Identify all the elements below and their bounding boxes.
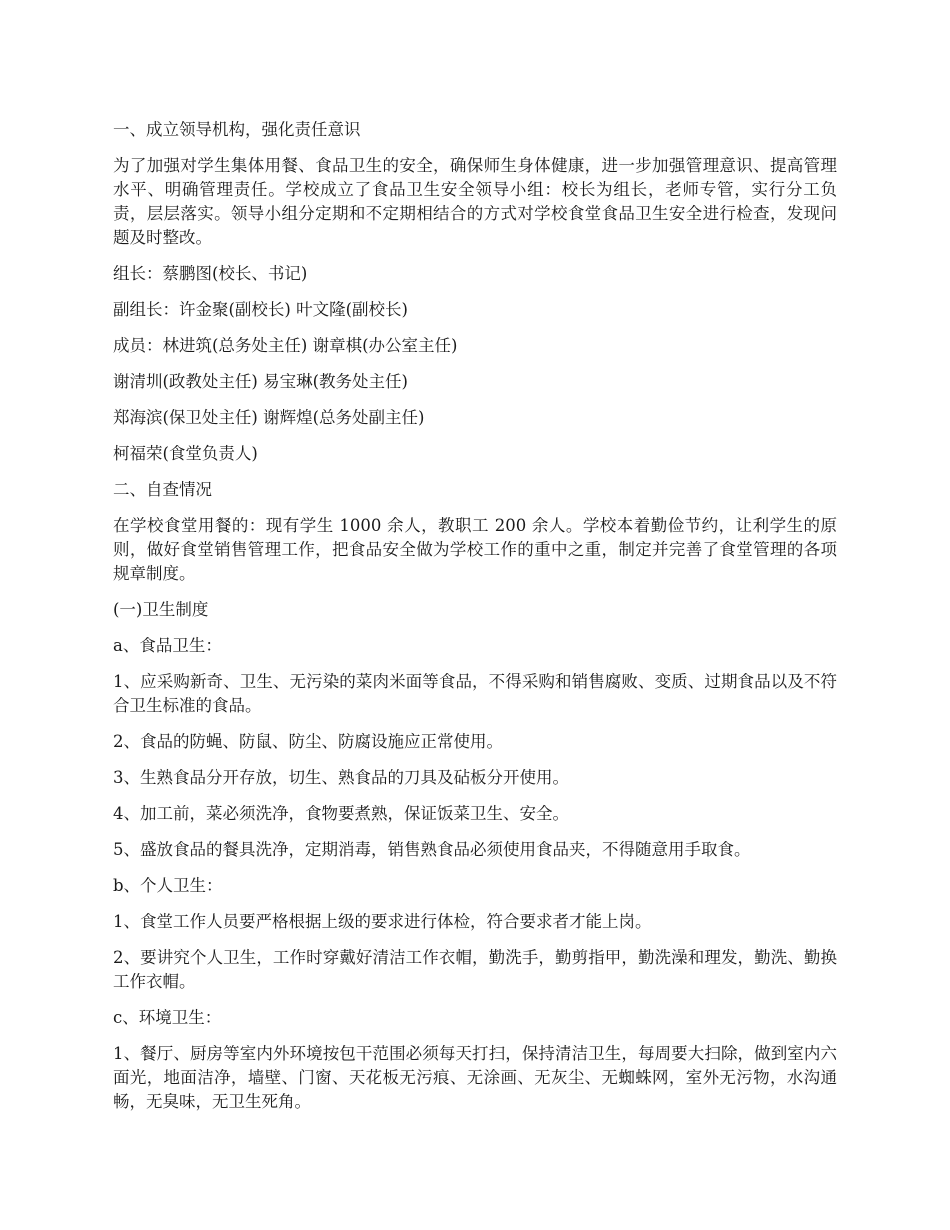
members-line: 成员：林进筑(总务处主任) 谢章棋(办公室主任) xyxy=(113,336,458,355)
members-line-4: 柯福荣(食堂负责人) xyxy=(113,444,258,463)
document-page xyxy=(113,118,837,1126)
food-hygiene-heading: a、食品卫生： xyxy=(113,636,222,655)
subsection-heading: (一)卫生制度 xyxy=(113,600,209,619)
members-line-2: 谢清圳(政教处主任) 易宝琳(教务处主任) xyxy=(113,372,408,391)
deputy-leader-line: 副组长：许金聚(副校长) 叶文隆(副校长) xyxy=(113,300,408,319)
intro-paragraph: 为了加强对学生集体用餐、食品卫生的安全，确保师生身体健康，进一步加强管理意识、提高管理水平、明确管理责任。学校成立了食品卫生安全领导小组：校长为组长，老师专管，实行分工负责，层层落实。领导小组分定期和不定期相结合的方式对学校食堂食品卫生安全进行检查，发现问题及时整改。 xyxy=(113,156,837,247)
section-heading-1: 一、成立领导机构，强化责任意识 xyxy=(113,120,361,139)
personal-rule-1: 1、食堂工作人员要严格根据上级的要求进行体检，符合要求者才能上岗。 xyxy=(113,912,652,931)
personal-hygiene-heading: b、个人卫生： xyxy=(113,876,223,895)
environment-rule-1: 1、餐厅、厨房等室内外环境按包干范围必须每天打扫，保持清洁卫生，每周要大扫除，做到室内六面光，地面洁净，墙壁、门窗、天花板无污痕、无涂画、无灰尘、无蜘蛛网，室外无污物，水沟通畅，无臭味，无卫生死角。 xyxy=(113,1044,837,1111)
leader-line: 组长：蔡鹏图(校长、书记) xyxy=(113,264,308,283)
self-check-paragraph: 在学校食堂用餐的：现有学生 1000 余人，教职工 200 余人。学校本着勤俭节约，让利学生的原则，做好食堂销售管理工作，把食品安全做为学校工作的重中之重，制定并完善了食堂管理的各项规章制度。 xyxy=(113,516,837,583)
food-rule-4: 4、加工前，菜必须洗净，食物要煮熟，保证饭菜卫生、安全。 xyxy=(113,804,569,823)
personal-rule-2: 2、要讲究个人卫生，工作时穿戴好清洁工作衣帽，勤洗手，勤剪指甲，勤洗澡和理发，勤洗、勤换工作衣帽。 xyxy=(113,948,837,991)
food-rule-2: 2、食品的防蝇、防鼠、防尘、防腐设施应正常使用。 xyxy=(113,732,503,751)
food-rule-5: 5、盛放食品的餐具洗净，定期消毒，销售熟食品必须使用食品夹，不得随意用手取食。 xyxy=(113,840,751,859)
members-line-3: 郑海滨(保卫处主任) 谢辉煌(总务处副主任) xyxy=(113,408,425,427)
food-rule-3: 3、生熟食品分开存放，切生、熟食品的刀具及砧板分开使用。 xyxy=(113,768,569,787)
environment-hygiene-heading: c、环境卫生： xyxy=(113,1008,222,1027)
section-heading-2: 二、自查情况 xyxy=(113,480,212,499)
food-rule-1: 1、应采购新奇、卫生、无污染的菜肉米面等食品，不得采购和销售腐败、变质、过期食品以及不符合卫生标准的食品。 xyxy=(113,672,837,715)
